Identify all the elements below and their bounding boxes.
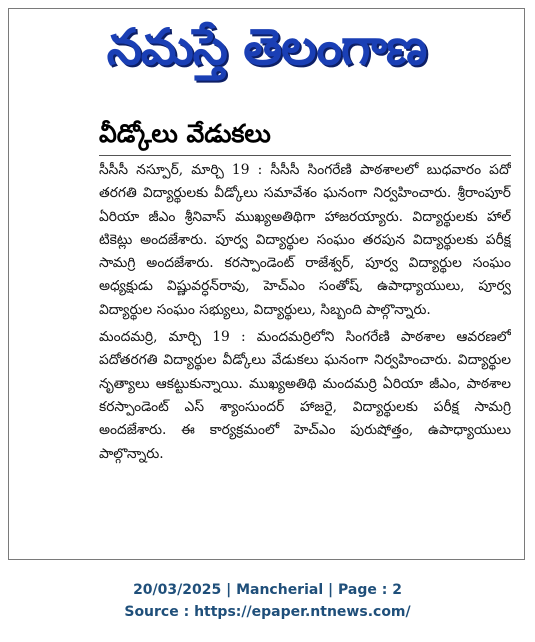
masthead (9, 9, 524, 85)
headline-divider (99, 155, 511, 156)
article-paragraph: మందమర్రి, మార్చి 19 : మందమర్రిలోని సింగరేణి పాఠశాల ఆవరణలో పదోతరగతి విద్యార్థుల వీడ్కోలు వేడుకలు ఘనంగా నిర్వహించారు. విద్యార్థుల నృత్యాలు ఆకట్టుకున్నాయి. ముఖ్యఅతిథి మందమర్రి ఏరియా జీఎం, పాఠశాల కరస్పాండెంట్ ఎస్ శ్యాంసుందర్ హాజరై, విద్యార్థులకు పరీక్ష సామగ్రి అందజేశారు. ఈ కార్యక్రమంలో హెచ్ఎం పురుషోత్తం, ఉపాధ్యాయులు పాల్గొన్నారు. (99, 329, 511, 462)
article-paragraph: సీసీసీ నస్పూర్, మార్చి 19 : సీసీసీ సింగరేణి పాఠశాలలో బుధవారం పదో తరగతి విద్యార్థులకు వీడ్కోలు సమావేశం ఘనంగా నిర్వహించారు. శ్రీరాంపూర్ ఏరియా జీఎం శ్రీనివాస్ ముఖ్యఅతిథిగా హాజరయ్యారు. విద్యార్థులకు హాల్ టికెట్లు అందజేశారు. పూర్వ విద్యార్థుల సంఘం తరపున విద్యార్థులకు పరీక్ష సామగ్రి అందజేశారు. కరస్పాండెంట్ రాజేశ్వర్, పూర్వ విద్యార్థుల సంఘం అధ్యక్షుడు విష్ణువర్ధన్‌రావు, హెచ్ఎం సంతోష్, ఉపాధ్యాయులు, పూర్వ విద్యార్థుల సంఘం సభ్యులు, విద్యార్థులు, సిబ్బంది పాల్గొన్నారు. (99, 162, 511, 318)
footer-source: Source : https://epaper.ntnews.com/ (124, 604, 411, 620)
article (99, 117, 511, 557)
article-headline: వీడ్కోలు వేడుకలు (99, 119, 271, 148)
masthead-title: నమస్తే తెలంగాణ (106, 18, 427, 76)
footer-meta: 20/03/2025 | Mancherial | Page : 2 (133, 582, 402, 598)
newspaper-clipping (8, 8, 525, 560)
